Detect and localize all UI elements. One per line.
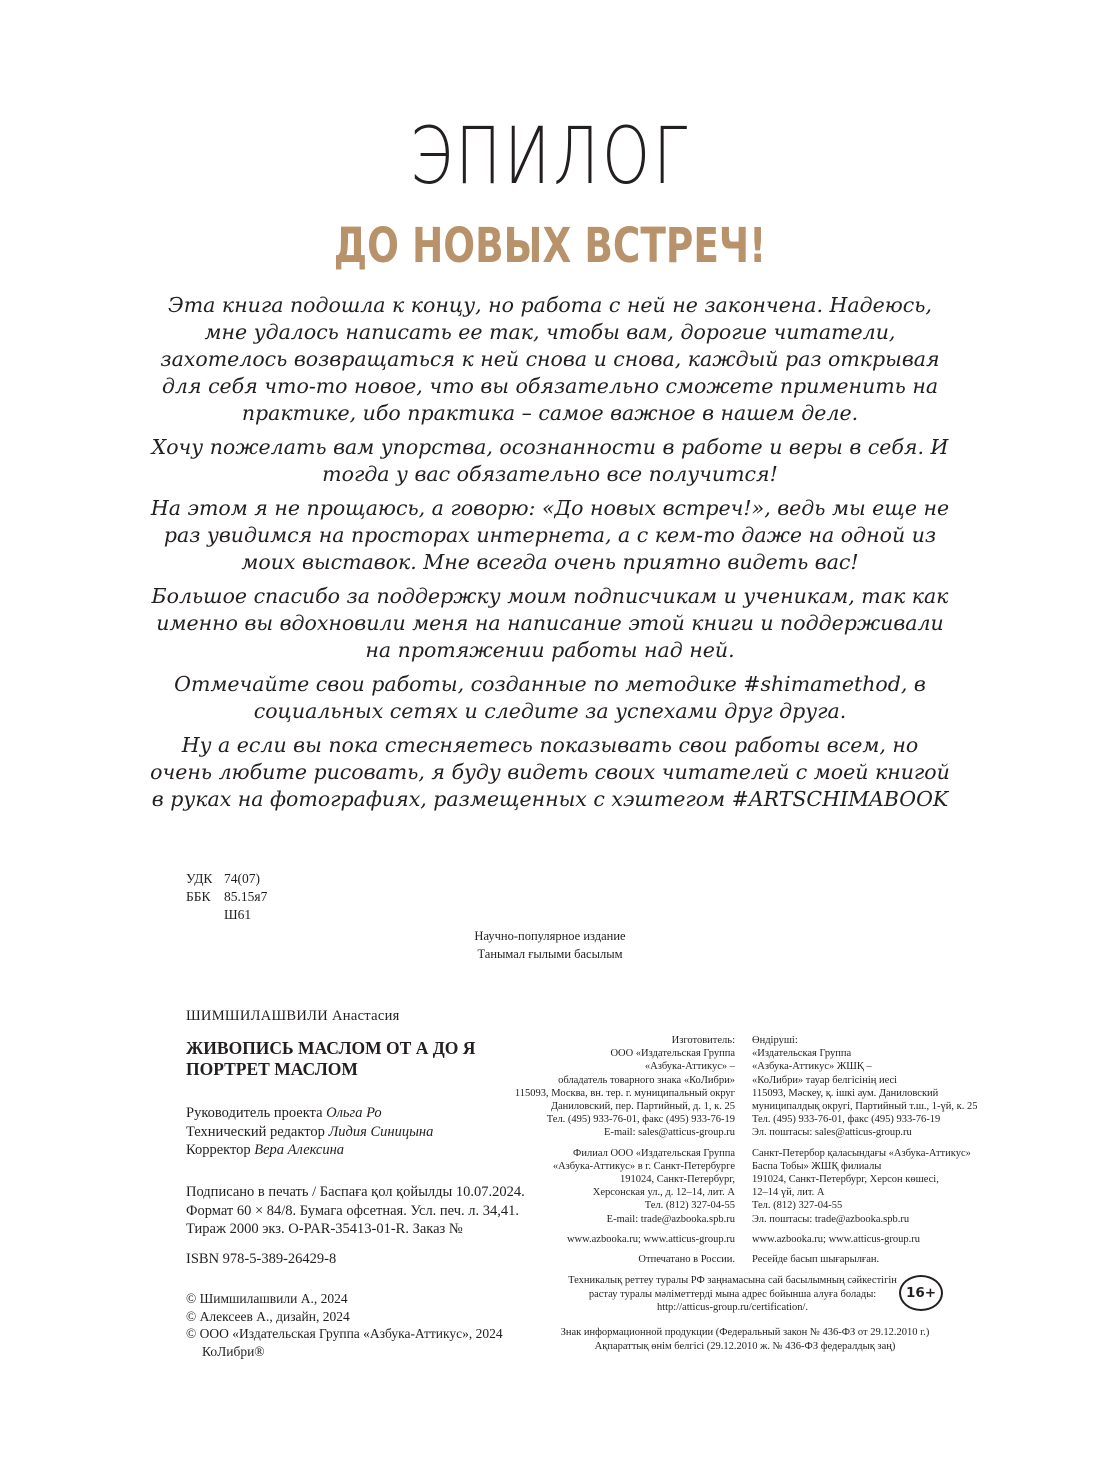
pub-line: 12–14 үй, лит. А: [752, 1187, 825, 1199]
udk-label: УДК: [186, 871, 213, 886]
isbn: ISBN 978-5-389-26429-8: [186, 1251, 337, 1267]
epilogue-text: [150, 292, 950, 820]
staff-role: Корректор: [186, 1142, 251, 1158]
pub-line: «КоЛибри» тауар белгісінің иесі: [752, 1074, 898, 1086]
staff-credits: [186, 1104, 433, 1160]
staff-name: Вера Алексина: [254, 1142, 345, 1158]
pub-line: Тел. (812) 327-04-55: [752, 1200, 843, 1212]
paragraph: На этом я не прощаюсь, а говорю: «До новых встреч!», ведь мы еще не раз увидимся на просторах интернета, а с кем-то даже на одной из моих выставок. Мне всегда очень приятно видеть вас!: [150, 496, 950, 574]
pub-line: Баспа Тобы» ЖШҚ филиалы: [752, 1160, 882, 1172]
pub-line: Даниловский, пер. Партийный, д. 1, к. 25: [550, 1101, 735, 1113]
paragraph: Ну а если вы пока стесняетесь показывать свои работы всем, но очень любите рисовать, я буду видеть своих читателей с моей книгой в руках на фотографиях, размещенных с хэштегом #ARTSCHIMABOOK: [150, 733, 950, 811]
pub-line: «Азбука-Аттикус» –: [644, 1061, 735, 1073]
pub-line: Эл. поштасы: trade@azbooka.spb.ru: [752, 1213, 910, 1225]
copyright-line: КоЛибри®: [202, 1343, 265, 1359]
staff-role: Технический редактор: [186, 1123, 325, 1140]
bbk-label: ББК: [186, 889, 211, 904]
pub-line: «Издательская Группа: [752, 1048, 852, 1060]
print-line: Подписано в печать / Баспаға қол қойылды 10.07.2024.: [186, 1184, 525, 1200]
pub-line: муниципалдық округі, Партийный т.ш., 1-үй, к. 25: [752, 1101, 978, 1113]
genre-ru: Научно-популярное издание: [474, 929, 626, 943]
copyright-line: © Алексеев А., дизайн, 2024: [186, 1308, 350, 1324]
pub-line: «Азбука-Аттикус» ЖШҚ –: [752, 1061, 872, 1073]
age-rating-badge: 16+: [899, 1275, 943, 1311]
pub-line: 115093, Мәскеу, қ. ішкі аум. Даниловский: [752, 1087, 939, 1099]
genre-label: [0, 927, 1100, 963]
cert-line: http://atticus-group.ru/certification/.: [656, 1302, 809, 1313]
paragraph: Хочу пожелать вам упорства, осознанности в работе и веры в себя. И тогда у вас обязательно все получится!: [151, 435, 949, 486]
pub-line: E-mail: trade@azbooka.spb.ru: [606, 1213, 735, 1225]
pub-line: E-mail: sales@atticus-group.ru: [604, 1127, 735, 1139]
bbk-value: 85.15я7: [224, 889, 268, 904]
pub-line: 191024, Санкт-Петербург, Херсон көшесі,: [752, 1174, 939, 1186]
pub-line: Филиал ООО «Издательская Группа: [573, 1147, 735, 1159]
pub-line: 115093, Москва, вн. тер. г. муниципальный округ: [514, 1087, 735, 1099]
paragraph: Эта книга подошла к концу, но работа с ней не закончена. Надеюсь, мне удалось написать ее так, чтобы вам, дорогие читатели, захотелось возвращаться к ней снова и снова, каждый раз открывая для себя что-то новое, что вы обязательно сможете применить на практике, ибо практика – самое важное в нашем деле.: [160, 293, 940, 425]
print-line: Формат 60 × 84/8. Бумага офсетная. Усл. печ. л. 34,41.: [186, 1202, 520, 1219]
staff-name: Лидия Синицына: [328, 1123, 434, 1140]
copyright-block: [186, 1290, 503, 1360]
pub-line: Тел. (495) 933-76-01, факс (495) 933-76-19: [546, 1114, 735, 1126]
publisher-info-ru: [470, 1034, 735, 1266]
staff-role: Руководитель проекта: [186, 1105, 323, 1121]
info-product-mark: [560, 1326, 930, 1354]
pub-line: Изготовитель:: [671, 1035, 735, 1046]
pub-line: Санкт-Петербор қаласындағы «Азбука-Аттикус»: [752, 1147, 971, 1159]
pub-line: «Азбука-Аттикус» в г. Санкт-Петербурге: [552, 1160, 735, 1172]
pub-line: обладатель товарного знака «КоЛибри»: [558, 1074, 735, 1086]
cert-line: растау туралы мәліметтерді мына адрес бойынша алуға болады:: [588, 1288, 877, 1300]
copyright-line: © Шимшилашвили А., 2024: [186, 1291, 348, 1306]
certification-note: [560, 1274, 905, 1315]
pub-line: Тел. (812) 327-04-55: [644, 1200, 735, 1212]
pub-web: www.azbooka.ru; www.atticus-group.ru: [566, 1233, 735, 1245]
pub-line: Тел. (495) 933-76-01, факс (495) 933-76-19: [752, 1114, 941, 1126]
info-mark-line: Знак информационной продукции (Федеральный закон № 436-ФЗ от 29.12.2010 г.): [560, 1327, 930, 1338]
info-mark-line: Ақпараттық өнім белгісі (29.12.2010 ж. № 436-ФЗ федералдық заң): [594, 1341, 896, 1352]
book-title-line: ЖИВОПИСЬ МАСЛОМ ОТ А ДО Я: [186, 1038, 476, 1058]
author-name: ШИМШИЛАШВИЛИ Анастасия: [186, 1008, 400, 1024]
pub-printed: Отпечатано в России.: [638, 1254, 735, 1266]
pub-line: ООО «Издательская Группа: [610, 1048, 735, 1060]
pub-printed: Ресейде басып шығарылған.: [752, 1254, 880, 1266]
print-line: Тираж 2000 экз. O-PAR-35413-01-R. Заказ №: [186, 1221, 463, 1237]
publisher-info-kz: [752, 1034, 982, 1266]
pub-line: Херсонская ул., д. 12–14, лит. А: [592, 1187, 735, 1199]
pub-web: www.azbooka.ru; www.atticus-group.ru: [752, 1233, 921, 1245]
classification-codes: [186, 870, 267, 924]
chapter-title: ЭПИЛОГ: [409, 112, 691, 202]
book-title-line: ПОРТРЕТ МАСЛОМ: [186, 1059, 358, 1079]
udk-value: 74(07): [224, 871, 260, 886]
book-title: [186, 1038, 475, 1080]
pub-line: Өндіруші:: [752, 1035, 798, 1046]
pub-line: Эл. поштасы: sales@atticus-group.ru: [752, 1127, 912, 1139]
cert-line: Техникалық реттеу туралы РФ заңнамасына сай басылымның сәйкестігін: [568, 1275, 897, 1286]
paragraph: Отмечайте свои работы, созданные по методике #shimamethod, в социальных сетях и следите за успехами друг друга.: [174, 672, 926, 723]
staff-name: Ольга Ро: [326, 1105, 382, 1121]
chapter-subtitle: ДО НОВЫХ ВСТРЕЧ!: [333, 218, 767, 274]
genre-kz: Танымал ғылыми басылым: [477, 947, 623, 961]
paragraph: Большое спасибо за поддержку моим подписчикам и ученикам, так как именно вы вдохновили меня на написание этой книги и поддерживали на протяжении работы над ней.: [151, 584, 949, 662]
copyright-line: © ООО «Издательская Группа «Азбука-Аттикус», 2024: [186, 1326, 503, 1341]
pub-line: 191024, Санкт-Петербург,: [619, 1174, 735, 1186]
author-mark: Ш61: [224, 907, 252, 922]
